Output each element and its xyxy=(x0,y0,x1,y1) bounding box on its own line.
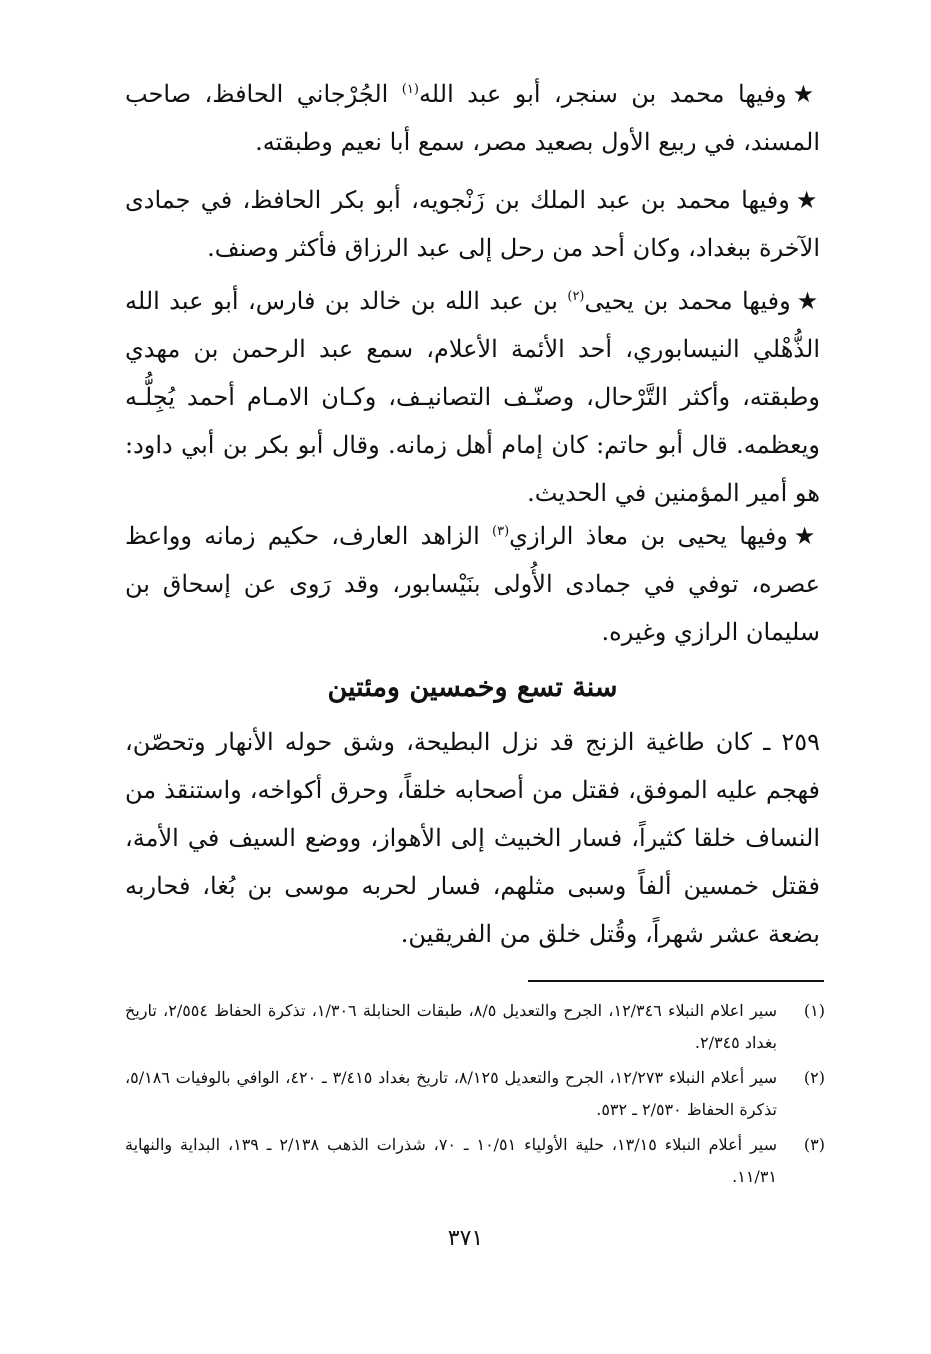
entry-text-continued: بن عبد الله بن خالد بن فارس، أبو عبد الله الذُّهْلي النيسابوري، أحد الأئمة الأعلام، سمع عبد الرحمن بن مهدي وطبقته، وأكثر التَّرْحال، وصنّـف التصانيـف، وكـان الامـام أحمد يُجِلُّـه ويعظمه. قال أبو حاتم: كان إمام أهل زمانه. وقال أبو بكر بن أبي داود: هو أمير المؤمنين في الحديث. xyxy=(125,287,820,507)
entry-muhammad-ibn-yahya xyxy=(125,277,820,517)
entry-text-continued: الجُرْجاني الحافظ، صاحب المسند، في ربيع الأول بصعيد مصر، سمع أبا نعيم وطبقته. xyxy=(125,80,820,156)
footnote-2 xyxy=(125,1062,825,1126)
footnote-ref-1[interactable]: (١) xyxy=(401,82,419,97)
entry-text-continued: الزاهد العارف، حكيم زمانه وواعظ عصره، توفي في جمادى الأُولى بنَيْسابور، وقد رَوى عن إسحاق بن سليمان الرازي وغيره. xyxy=(125,522,820,646)
footnote-text: سير اعلام النبلاء ١٢/٣٤٦، الجرح والتعديل ٨/٥، طبقات الحنابلة ١/٣٠٦، تذكرة الحفاظ ٢/٥٥٤، تاريخ بغداد ٢/٣٤٥. xyxy=(125,1001,778,1052)
entry-text: وفيها يحيى بن معاذ الرازي xyxy=(509,522,788,550)
footnote-number: (٣) xyxy=(803,1135,825,1154)
entry-text: وفيها محمد بن يحيى xyxy=(584,287,791,315)
entry-muhammad-ibn-sanjar xyxy=(125,70,820,166)
section-heading: سنة تسع وخمسين ومئتين xyxy=(327,672,618,703)
footnote-text: سير أعلام النبلاء ١٢/٢٧٣، الجرح والتعديل ٨/١٢٥، تاريخ بغداد ٣/٤١٥ ـ ٤٢٠، الوافي بالوفيات ٥/١٨٦، تذكرة الحفاظ ٢/٥٣٠ ـ ٥٣٢. xyxy=(125,1068,778,1119)
footnote-1 xyxy=(125,995,825,1059)
entry-muhammad-ibn-zanjawayh xyxy=(125,176,820,272)
page-number: ٣٧١ xyxy=(447,1226,484,1251)
footnote-ref-3[interactable]: (٣) xyxy=(492,524,510,539)
footnote-text: سير أعلام النبلاء ١٣/١٥، حلية الأولياء ١٠/٥١ ـ ٧٠، شذرات الذهب ٢/١٣٨ ـ ١٣٩، البداية والنهاية ١١/٣١. xyxy=(125,1135,778,1186)
section-paragraph: ٢٥٩ ـ كان طاغية الزنج قد نزل البطيحة، وشق حوله الأنهار وتحصّن، فهجم عليه الموفق، فقتل من أصحابه خلقاً، وحرق أكواخه، واستنقذ من النساف خلقا كثيراً، فسار الخبيث إلى الأهواز، ووضع السيف في الأمة، فقتل خمسين ألفاً وسبى مثلهم، فسار لحربه موسى بن بُغا، فحاربه بضعة عشر شهراً، وقُتل خلق من الفريقين. xyxy=(125,728,820,948)
entry-yahya-ibn-muadh xyxy=(125,512,820,656)
entry-text: وفيها محمد بن عبد الملك بن زَنْجويه، أبو بكر الحافظ، في جمادى الآخرة ببغداد، وكان أحد من رحل إلى عبد الرزاق فأكثر وصنف. xyxy=(125,186,820,262)
footnote-number: (٢) xyxy=(803,1068,825,1087)
footnote-separator xyxy=(528,980,824,982)
star-icon: ★ xyxy=(792,80,820,108)
footnote-ref-2[interactable]: (٢) xyxy=(567,289,585,304)
entry-text: وفيها محمد بن سنجر، أبو عبد الله xyxy=(418,80,787,108)
footnote-number: (١) xyxy=(803,1001,825,1020)
star-icon: ★ xyxy=(795,186,820,214)
star-icon: ★ xyxy=(793,522,821,550)
footnotes xyxy=(125,995,825,1193)
star-icon: ★ xyxy=(796,287,821,315)
footnote-3 xyxy=(125,1129,825,1193)
